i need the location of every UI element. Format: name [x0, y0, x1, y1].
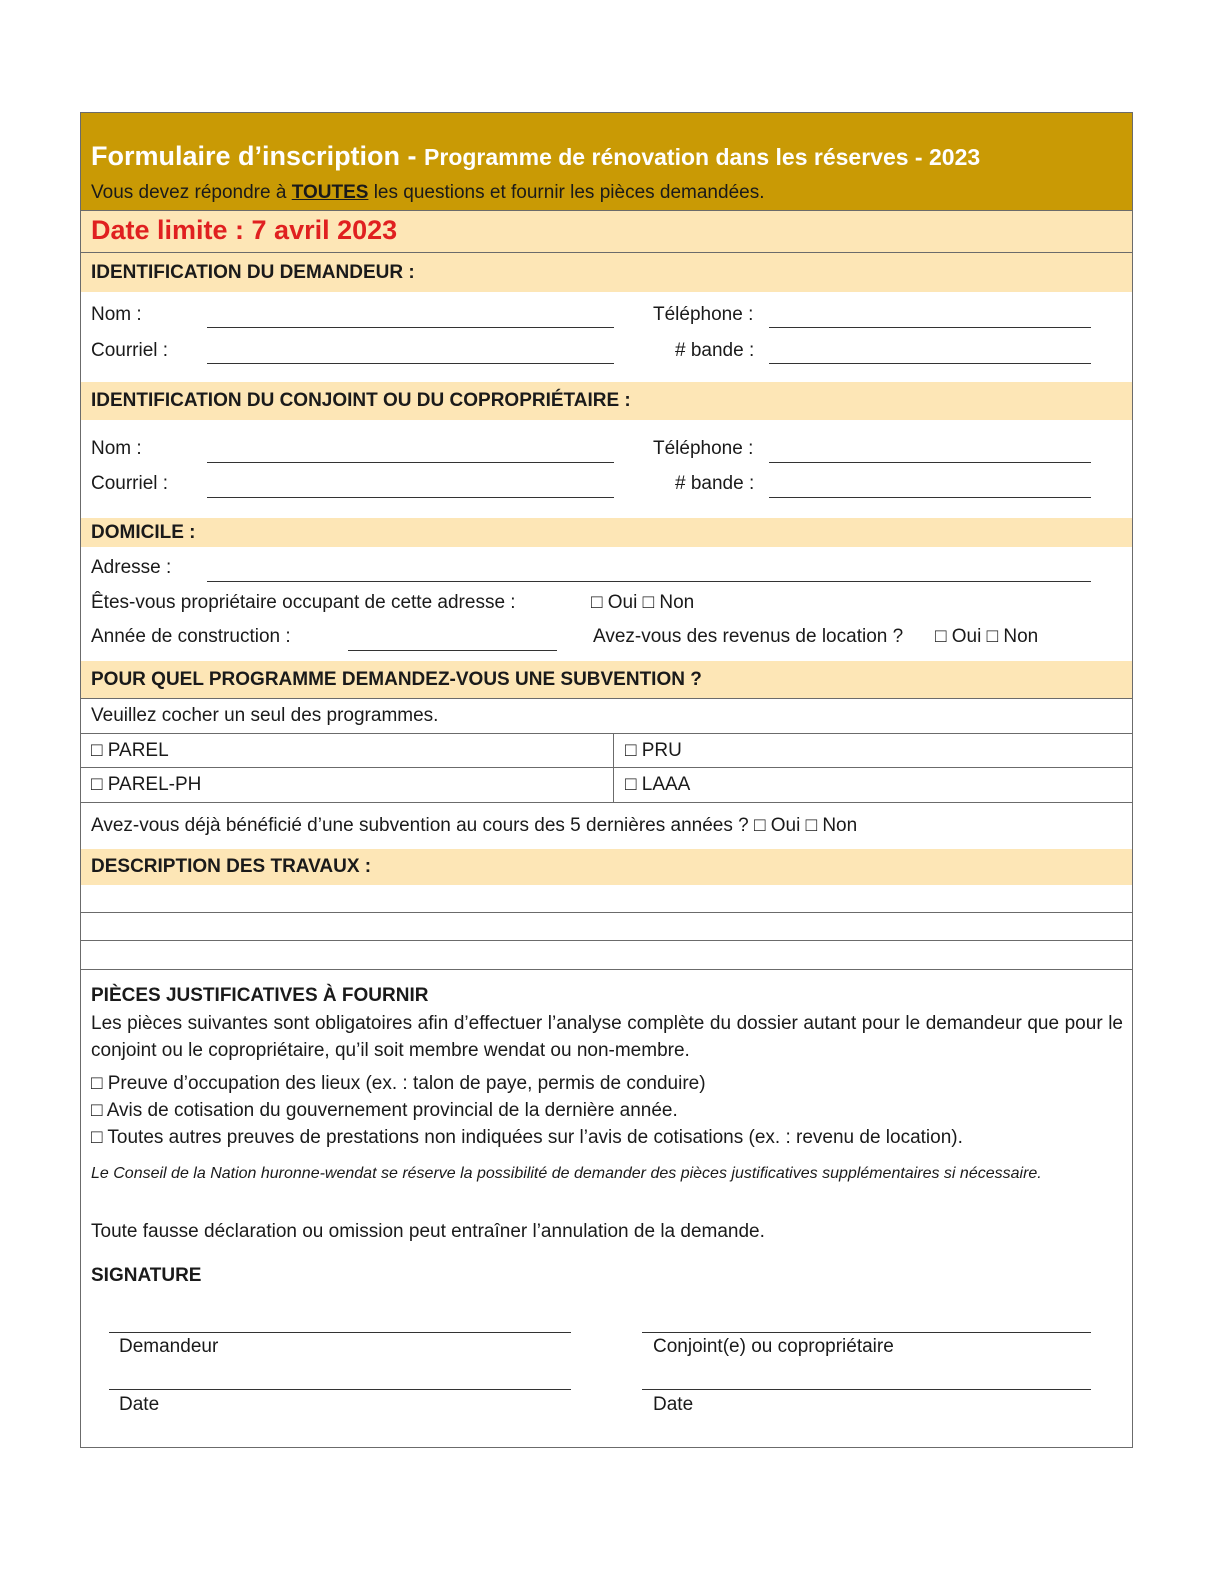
document-checkbox-tax-notice[interactable]: □ Avis de cotisation du gouvernement provincial de la dernière année.	[91, 1100, 678, 1121]
rental-question: Avez-vous des revenus de location ?	[593, 626, 904, 647]
registration-form	[80, 112, 1133, 1448]
applicant-phone-field[interactable]	[769, 327, 1091, 328]
spouse-date-line[interactable]	[642, 1389, 1091, 1390]
document-checkbox-other-proofs[interactable]: □ Toutes autres preuves de prestations non indiquées sur l’avis de cotisations (ex. : revenu de location).	[91, 1127, 963, 1148]
rental-checkboxes[interactable]: □ Oui □ Non	[935, 626, 1039, 647]
applicant-email-field[interactable]	[207, 363, 614, 364]
owner-question: Êtes-vous propriétaire occupant de cette adresse :	[91, 592, 516, 613]
program-option-laaa[interactable]: □ LAAA	[625, 774, 691, 795]
works-line-1[interactable]	[81, 912, 1132, 913]
spouse-signature-line[interactable]	[642, 1332, 1091, 1333]
applicant-band-label: # bande :	[675, 340, 755, 361]
spouse-phone-field[interactable]	[769, 462, 1091, 463]
form-title	[91, 141, 980, 172]
divider	[81, 767, 1132, 768]
signature-heading: SIGNATURE	[91, 1265, 202, 1286]
spouse-phone-label: Téléphone :	[653, 438, 754, 459]
divider	[81, 733, 1132, 734]
deadline-text: Date limite : 7 avril 2023	[91, 215, 398, 245]
documents-intro: Les pièces suivantes sont obligatoires afin d’effectuer l’analyse complète du dossier autant pour le demandeur que pour le conjoint ou le copropriétaire, qu’il soit membre wendat ou non-membre.	[91, 1013, 1123, 1061]
address-label: Adresse :	[91, 557, 172, 578]
form-subtitle: Programme de rénovation dans les réserves - 2023	[424, 144, 981, 170]
spouse-section-header	[81, 382, 1132, 420]
false-declaration-warning: Toute fausse déclaration ou omission peut entraîner l’annulation de la demande.	[91, 1221, 765, 1242]
program-option-parel-ph[interactable]: □ PAREL-PH	[91, 774, 202, 795]
spouse-band-field[interactable]	[769, 497, 1091, 498]
program-section-header	[81, 661, 1132, 698]
applicant-date-line[interactable]	[109, 1389, 571, 1390]
spouse-email-field[interactable]	[207, 497, 614, 498]
spouse-date-label: Date	[653, 1394, 694, 1415]
home-heading: DOMICILE :	[91, 522, 196, 543]
applicant-email-label: Courriel :	[91, 340, 169, 361]
owner-checkboxes[interactable]: □ Oui □ Non	[591, 592, 695, 613]
past-subsidy-question[interactable]: Avez-vous déjà bénéficié d’une subvention au cours des 5 dernières années ? □ Oui □ Non	[91, 815, 858, 836]
deadline-band	[81, 211, 1132, 252]
works-line-2[interactable]	[81, 940, 1132, 941]
construction-year-field[interactable]	[348, 650, 557, 651]
construction-year-label: Année de construction :	[91, 626, 291, 647]
spouse-name-field[interactable]	[207, 462, 614, 463]
title-band	[81, 113, 1132, 211]
documents-disclaimer: Le Conseil de la Nation huronne-wendat se réserve la possibilité de demander des pièces justificatives supplémentaires si nécessaire.	[91, 1165, 1042, 1182]
applicant-name-field[interactable]	[207, 327, 614, 328]
works-line-3[interactable]	[81, 969, 1132, 970]
works-heading: DESCRIPTION DES TRAVAUX :	[91, 856, 372, 877]
column-divider	[613, 733, 614, 802]
applicant-signature-label: Demandeur	[119, 1336, 219, 1357]
applicant-section-header	[81, 253, 1132, 292]
applicant-phone-label: Téléphone :	[653, 304, 754, 325]
spouse-band-label: # bande :	[675, 473, 755, 494]
note-text-before: Vous devez répondre à	[91, 182, 287, 203]
works-section-header	[81, 849, 1132, 885]
form-title-main: Formulaire d’inscription -	[91, 141, 417, 171]
program-option-pru[interactable]: □ PRU	[625, 740, 682, 761]
address-field[interactable]	[207, 581, 1091, 582]
program-heading: POUR QUEL PROGRAMME DEMANDEZ-VOUS UNE SUBVENTION ?	[91, 669, 702, 690]
document-checkbox-occupancy[interactable]: □ Preuve d’occupation des lieux (ex. : talon de paye, permis de conduire)	[91, 1073, 706, 1094]
applicant-band-field[interactable]	[769, 363, 1091, 364]
documents-heading: PIÈCES JUSTIFICATIVES À FOURNIR	[91, 985, 429, 1006]
spouse-name-label: Nom :	[91, 438, 142, 459]
divider	[81, 698, 1132, 699]
applicant-signature-line[interactable]	[109, 1332, 571, 1333]
note-emphasis: TOUTES	[291, 182, 369, 203]
applicant-name-label: Nom :	[91, 304, 142, 325]
applicant-heading: IDENTIFICATION DU DEMANDEUR :	[91, 262, 415, 283]
program-option-parel[interactable]: □ PAREL	[91, 740, 169, 761]
instruction-note	[91, 182, 764, 204]
spouse-signature-label: Conjoint(e) ou copropriétaire	[653, 1336, 894, 1357]
note-text-after: les questions et fournir les pièces demandées.	[373, 182, 765, 203]
applicant-date-label: Date	[119, 1394, 160, 1415]
home-section-header	[81, 518, 1132, 547]
program-instruction: Veuillez cocher un seul des programmes.	[91, 705, 439, 726]
spouse-heading: IDENTIFICATION DU CONJOINT OU DU COPROPRIÉTAIRE :	[91, 390, 631, 411]
spouse-email-label: Courriel :	[91, 473, 169, 494]
divider	[81, 802, 1132, 803]
